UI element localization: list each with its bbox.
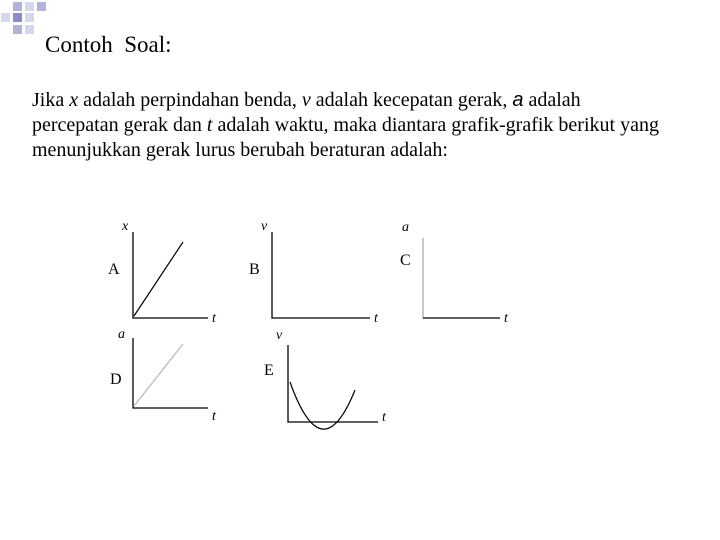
graph-a-option-label: A	[108, 261, 120, 278]
graph-b-x-label: t	[374, 311, 378, 326]
graph-a-axes	[133, 232, 208, 318]
graph-a	[108, 219, 217, 326]
graph-d-x-label: t	[212, 409, 216, 424]
graph-d-axes	[133, 338, 208, 408]
graph-b	[249, 219, 379, 326]
graph-c	[400, 220, 509, 326]
graph-c-x-label: t	[504, 311, 508, 326]
graph-b-axes	[272, 232, 370, 318]
graph-b-option-label: B	[249, 261, 260, 278]
graph-e-y-label: v	[276, 328, 283, 343]
graph-a-y-label: x	[122, 219, 129, 234]
graph-e-x-label: t	[382, 410, 386, 425]
graph-c-y-label: a	[402, 220, 409, 235]
graph-d-y-label: a	[118, 327, 125, 342]
graph-d-line	[134, 344, 183, 406]
graph-d-option-label: D	[110, 371, 122, 388]
graph-a-x-label: t	[212, 311, 216, 326]
graph-d	[110, 327, 217, 424]
graph-a-line	[134, 242, 183, 316]
graph-e	[264, 328, 387, 429]
slide-title: Contoh Soal:	[45, 32, 172, 57]
graph-b-y-label: v	[261, 219, 268, 234]
graph-e-axes	[288, 345, 378, 422]
question-text: Jika x adalah perpindahan benda, v adalah kecepatan gerak, a adalah percepatan gerak dan t adalah waktu, maka diantara grafik-grafik berikut yang menunjukkan gerak lurus berubah beraturan adalah:	[32, 89, 659, 161]
graph-e-option-label: E	[264, 362, 274, 379]
graph-c-option-label: C	[400, 252, 411, 269]
